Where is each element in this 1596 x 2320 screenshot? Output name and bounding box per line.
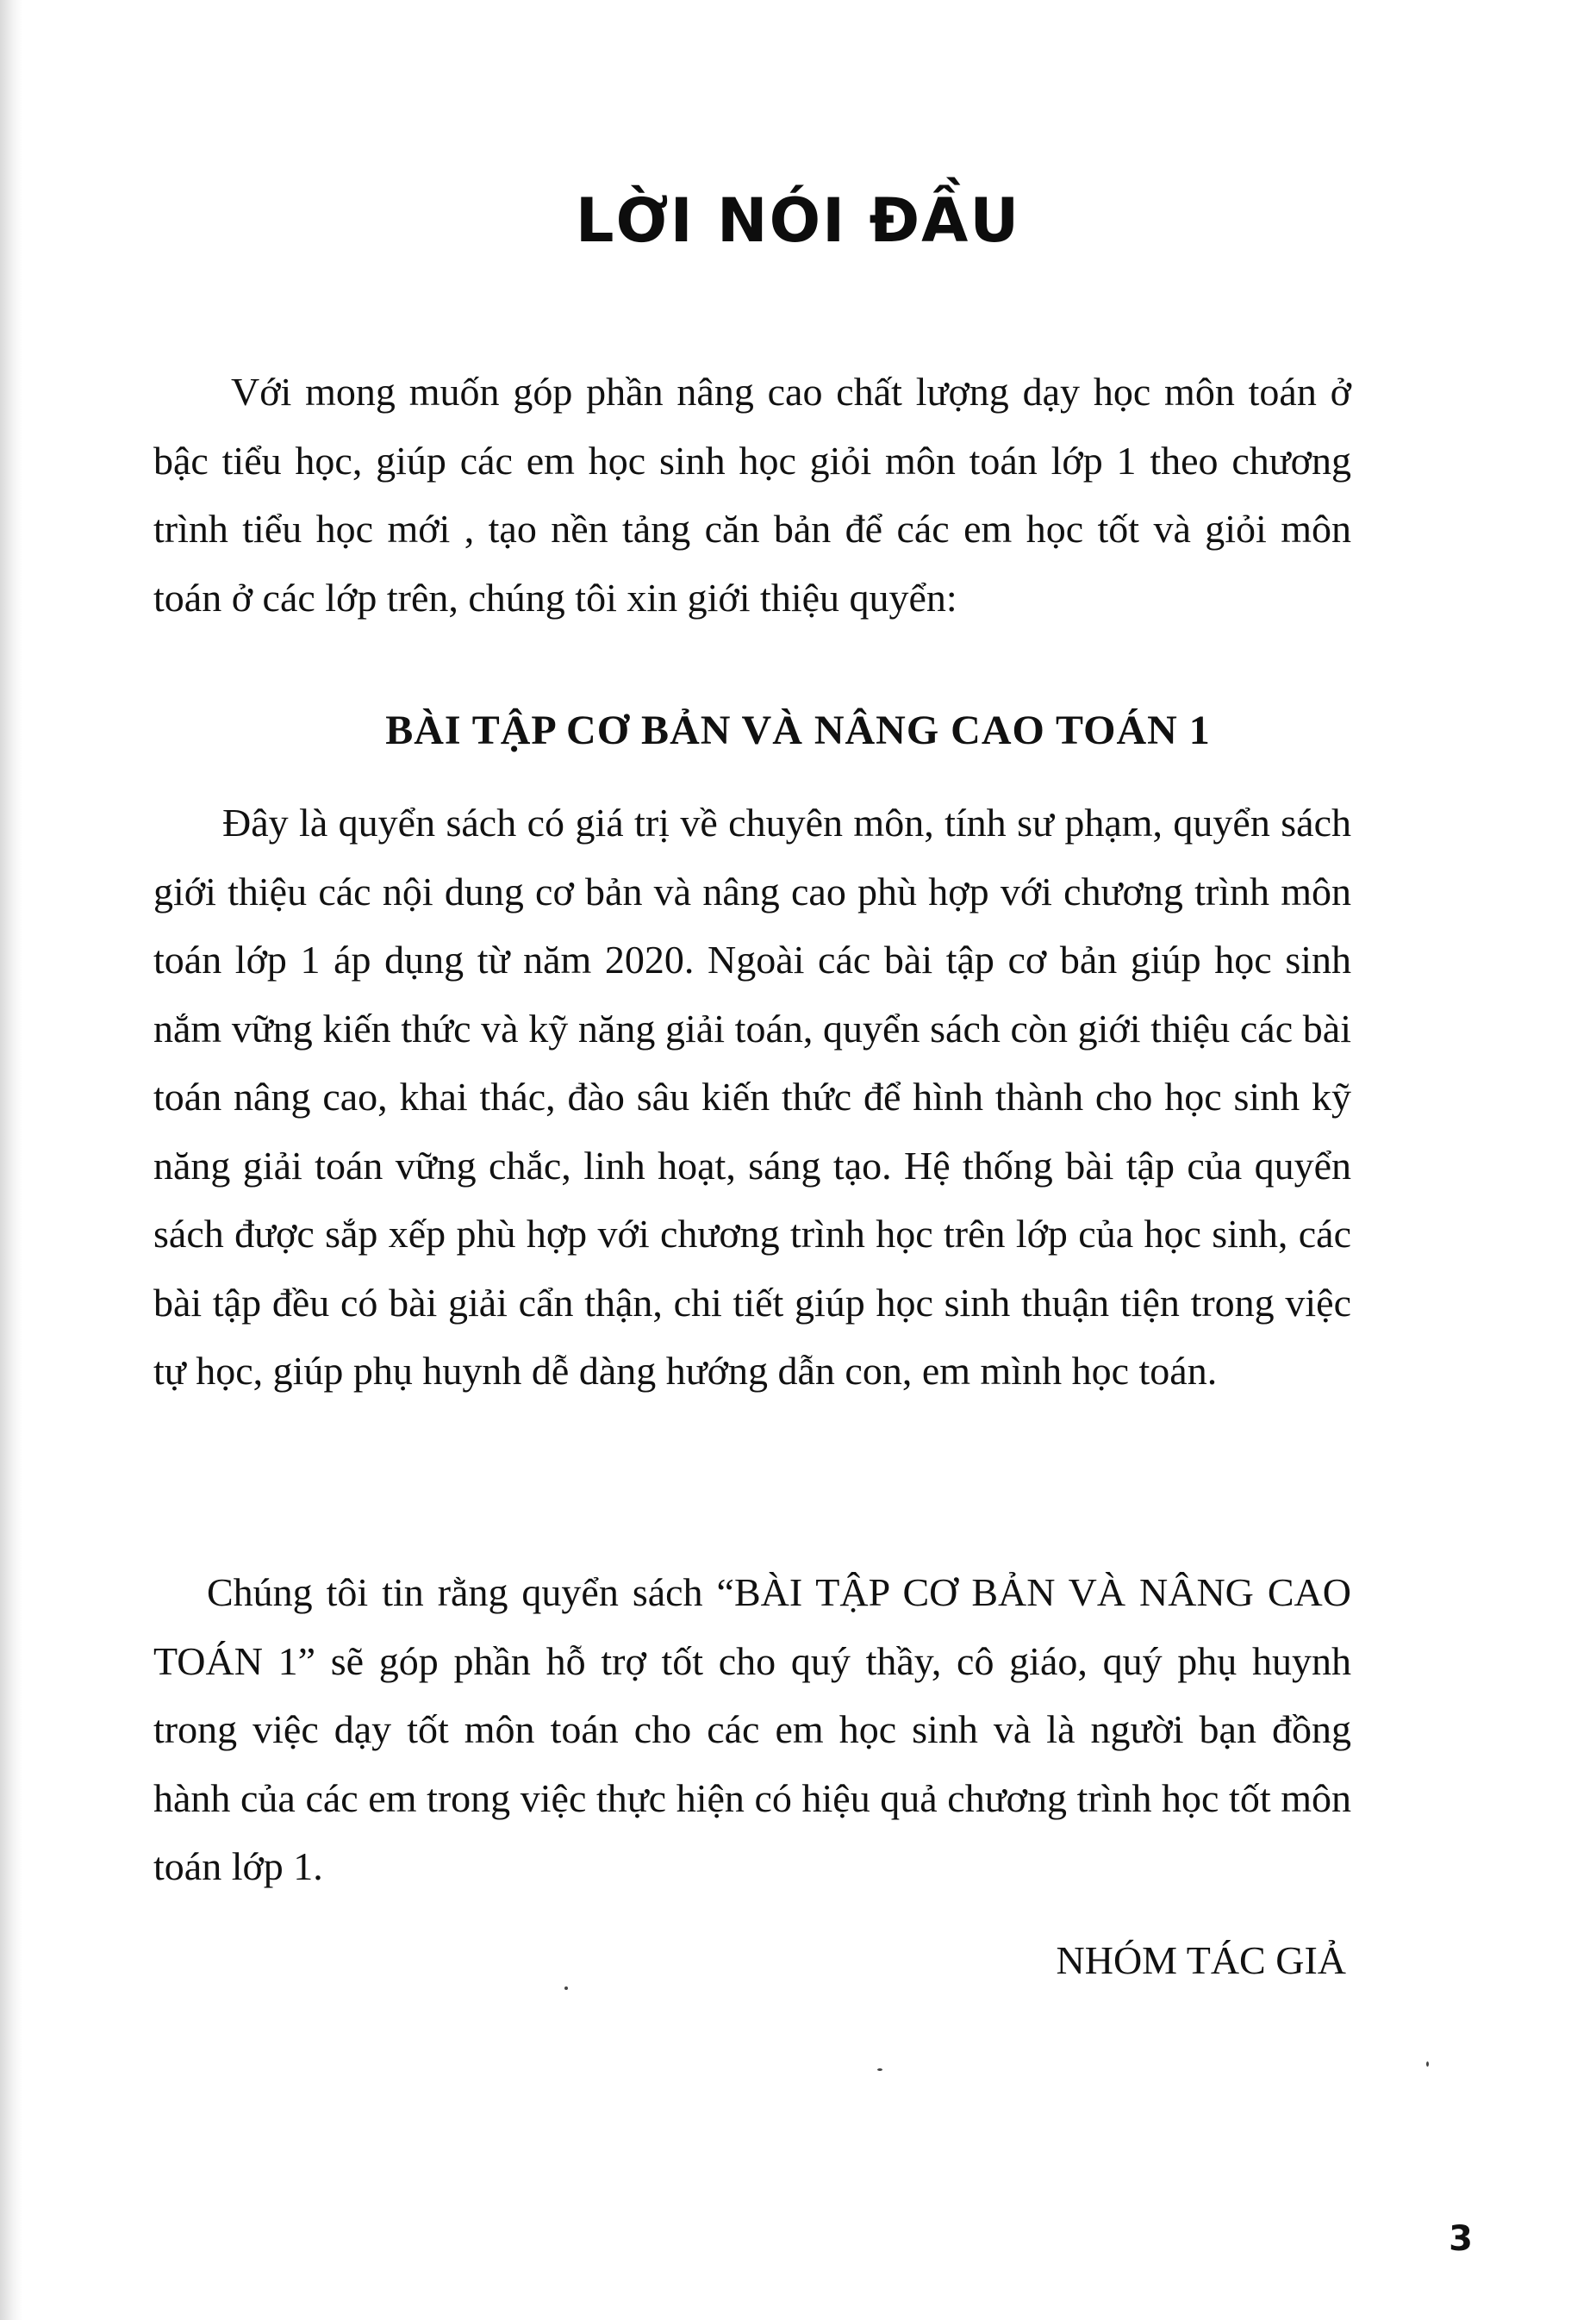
- page-number: 3: [1449, 2219, 1473, 2259]
- book-title: BÀI TẬP CƠ BẢN VÀ NÂNG CAO TOÁN 1: [385, 708, 1211, 753]
- scan-speck: [564, 1986, 568, 1990]
- closing-paragraph: Chúng tôi tin rằng quyển sách “BÀI TẬP CƠ BẢN VÀ NÂNG CAO TOÁN 1” sẽ góp phần hỗ trợ tốt cho quý thầy, cô giáo, quý phụ huynh trong việc dạy tốt môn toán cho các em học sinh và là người bạn đồng hành của các em trong việc thực hiện có hiệu quả chương trình học tốt môn toán lớp 1.: [153, 1570, 1351, 1888]
- scan-shadow-edge: [0, 0, 22, 2320]
- intro-paragraph: Với mong muốn góp phần nâng cao chất lượng dạy học môn toán ở bậc tiểu học, giúp các em học sinh học giỏi môn toán lớp 1 theo chương trình tiểu học mới , tạo nền tảng căn bản để các em học tốt và giỏi môn toán ở các lớp trên, chúng tôi xin giới thiệu quyển:: [153, 370, 1351, 620]
- page-title: LỜI NÓI ĐẦU: [575, 185, 1021, 256]
- author-signature: NHÓM TÁC GIẢ: [1056, 1938, 1346, 1982]
- scan-speck: [877, 2068, 882, 2071]
- description-paragraph: Đây là quyển sách có giá trị về chuyên môn, tính sư phạm, quyển sách giới thiệu các nội dung cơ bản và nâng cao phù hợp với chương trình môn toán lớp 1 áp dụng từ năm 2020. Ngoài các bài tập cơ bản giúp học sinh nắm vững kiến thức và kỹ năng giải toán, quyển sách còn giới thiệu các bài toán nâng cao, khai thác, đào sâu kiến thức để hình thành cho học sinh kỹ năng giải toán vững chắc, linh hoạt, sáng tạo. Hệ thống bài tập của quyển sách được sắp xếp phù hợp với chương trình học trên lớp của học sinh, các bài tập đều có bài giải cẩn thận, chi tiết giúp học sinh thuận tiện trong việc tự học, giúp phụ huynh dễ dàng hướng dẫn con, em mình học toán.: [153, 801, 1351, 1393]
- scan-speck: [1426, 2061, 1429, 2067]
